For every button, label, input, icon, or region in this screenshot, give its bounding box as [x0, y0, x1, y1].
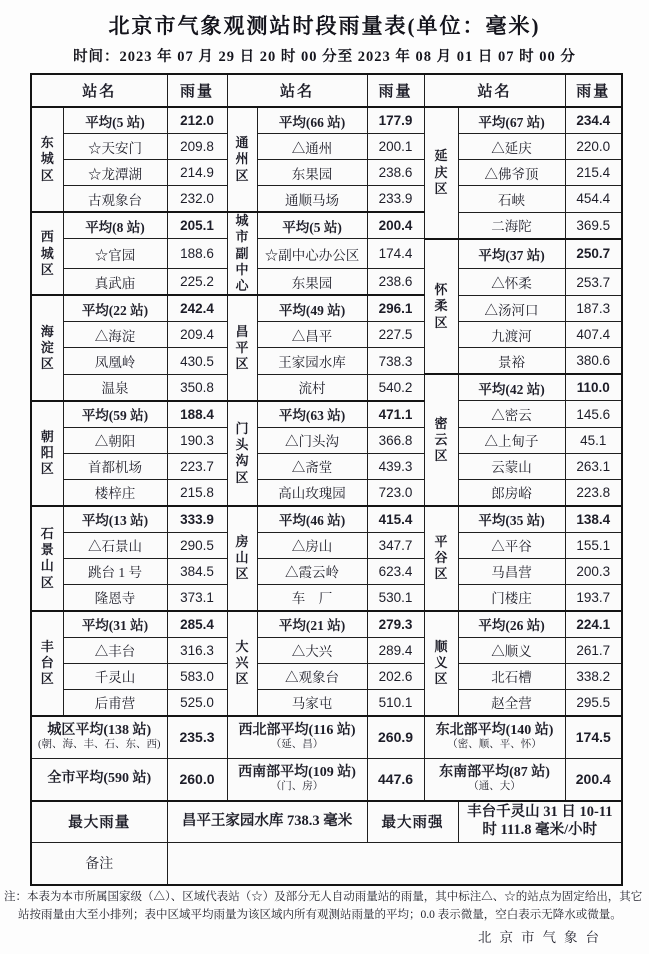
- rain-value-cell: 188.4: [167, 401, 227, 428]
- summary-label-cell: 城区平均(138 站) (朝、海、丰、石、东、西): [31, 716, 167, 759]
- rain-value-cell: 384.5: [167, 558, 227, 584]
- rain-value-cell: 366.8: [367, 427, 424, 453]
- rain-value-cell: 177.9: [367, 107, 424, 134]
- rain-value-cell: 583.0: [167, 663, 227, 689]
- rain-value-cell: 205.1: [167, 212, 227, 239]
- max-row: [31, 801, 622, 843]
- rain-value-cell: 289.4: [367, 637, 424, 663]
- header-rain-1: 雨量: [167, 74, 227, 107]
- rain-value-cell: 263.1: [565, 453, 622, 479]
- station-name-cell: 凤凰岭: [63, 348, 167, 375]
- region-label: 怀 柔 区: [424, 239, 458, 375]
- table-row: [31, 663, 622, 689]
- station-name-cell: △朝阳: [63, 427, 167, 453]
- footnote-line-1: 注：本表为本市所属国家级（△）、区域代表站（☆）及部分无人自动雨量站的雨量，其中标注△、☆的站点为固定给出，其它: [4, 890, 643, 903]
- rain-value-cell: 238.6: [367, 269, 424, 296]
- rain-value-cell: 540.2: [367, 374, 424, 401]
- station-name-cell: 平均(59 站): [63, 401, 167, 428]
- max-rainfall-value: 昌平王家园水库 738.3 毫米: [167, 801, 367, 843]
- rain-value-cell: 190.3: [167, 427, 227, 453]
- rain-value-cell: 174.4: [367, 239, 424, 269]
- station-name-cell: 高山玫瑰园: [257, 479, 367, 506]
- table-row: [31, 160, 622, 186]
- station-name-cell: 门楼庄: [458, 584, 565, 611]
- rain-value-cell: 439.3: [367, 453, 424, 479]
- table-row: [31, 611, 622, 638]
- table-header-row: [31, 74, 622, 107]
- max-intensity-label: 最大雨强: [367, 801, 458, 843]
- footnote-line-2: 站按雨量由大至小排列；表中区域平均雨量为该区域内所有观测站雨量的平均；0.0 表示微量，空白表示无降水或微量。: [18, 908, 622, 921]
- page-title: 北京市气象观测站时段雨量表(单位：毫米): [108, 14, 541, 38]
- rain-value-cell: 261.7: [565, 637, 622, 663]
- station-name-cell: ☆官园: [63, 239, 167, 269]
- summary-label-cell: 东南部平均(87 站) （通、大）: [424, 758, 565, 801]
- station-name-cell: ☆副中心办公区: [257, 239, 367, 269]
- station-name-cell: 二海陀: [458, 212, 565, 239]
- region-label: 城 市 副 中 心: [227, 212, 257, 295]
- table-row: [31, 506, 622, 533]
- station-name-cell: ☆天安门: [63, 134, 167, 160]
- rain-value-cell: 209.8: [167, 134, 227, 160]
- station-name-cell: 平均(37 站): [458, 239, 565, 269]
- header-rain-2: 雨量: [367, 74, 424, 107]
- station-name-cell: 平均(31 站): [63, 611, 167, 638]
- station-name-cell: 平均(21 站): [257, 611, 367, 638]
- rain-value-cell: 223.8: [565, 479, 622, 506]
- rain-value-cell: 723.0: [367, 479, 424, 506]
- summary-row: [31, 716, 622, 759]
- station-name-cell: 车 厂: [257, 584, 367, 611]
- rain-value-cell: 347.7: [367, 532, 424, 558]
- station-name-cell: △霞云岭: [257, 558, 367, 584]
- rain-value-cell: 250.7: [565, 239, 622, 269]
- rain-value-cell: 155.1: [565, 532, 622, 558]
- summary-value-cell: 260.9: [367, 716, 424, 759]
- region-label: 密 云 区: [424, 374, 458, 506]
- max-intensity-value: 丰台千灵山 31 日 10-11 时 111.8 毫米/小时: [458, 801, 622, 843]
- rain-value-cell: 623.4: [367, 558, 424, 584]
- summary-value-cell: 174.5: [565, 716, 622, 759]
- max-rainfall-label: 最大雨量: [31, 801, 167, 843]
- station-name-cell: △海淀: [63, 322, 167, 348]
- station-name-cell: 平均(35 站): [458, 506, 565, 533]
- rain-value-cell: 454.4: [565, 186, 622, 213]
- region-label: 昌 平 区: [227, 295, 257, 401]
- rain-value-cell: 110.0: [565, 374, 622, 401]
- region-label: 房 山 区: [227, 506, 257, 611]
- rain-value-cell: 510.1: [367, 689, 424, 716]
- region-label: 朝 阳 区: [31, 401, 63, 506]
- rain-value-cell: 212.0: [167, 107, 227, 134]
- table-row: [31, 558, 622, 584]
- table-row: [31, 532, 622, 558]
- station-name-cell: 后甫营: [63, 689, 167, 716]
- station-name-cell: 平均(46 站): [257, 506, 367, 533]
- station-name-cell: 平均(67 站): [458, 107, 565, 134]
- rain-value-cell: 295.5: [565, 689, 622, 716]
- rain-value-cell: 227.5: [367, 322, 424, 348]
- station-name-cell: △丰台: [63, 637, 167, 663]
- rain-value-cell: 471.1: [367, 401, 424, 428]
- station-name-cell: 东果园: [257, 160, 367, 186]
- rain-value-cell: 224.1: [565, 611, 622, 638]
- station-name-cell: △顺义: [458, 637, 565, 663]
- station-name-cell: 王家园水库: [257, 348, 367, 375]
- region-label: 石 景 山 区: [31, 506, 63, 611]
- header-station-2: 站名: [227, 74, 367, 107]
- table-row: [31, 295, 622, 322]
- station-name-cell: 真武庙: [63, 269, 167, 296]
- station-name-cell: 马家屯: [257, 689, 367, 716]
- table-row: [31, 322, 622, 348]
- station-name-cell: 平均(26 站): [458, 611, 565, 638]
- region-label: 顺 义 区: [424, 611, 458, 716]
- rain-value-cell: 407.4: [565, 322, 622, 348]
- region-label: 海 淀 区: [31, 295, 63, 401]
- rain-value-cell: 200.1: [367, 134, 424, 160]
- table-row: [31, 401, 622, 428]
- station-name-cell: 千灵山: [63, 663, 167, 689]
- station-name-cell: △通州: [257, 134, 367, 160]
- station-name-cell: 景裕: [458, 348, 565, 375]
- table-row: [31, 107, 622, 134]
- rain-value-cell: 234.4: [565, 107, 622, 134]
- station-name-cell: 隆恩寺: [63, 584, 167, 611]
- rain-value-cell: 232.0: [167, 186, 227, 213]
- rain-value-cell: 415.4: [367, 506, 424, 533]
- table-row: [31, 584, 622, 611]
- region-label: 大 兴 区: [227, 611, 257, 716]
- station-name-cell: 古观象台: [63, 186, 167, 213]
- station-name-cell: △上甸子: [458, 427, 565, 453]
- rain-value-cell: 225.2: [167, 269, 227, 296]
- summary-value-cell: 260.0: [167, 758, 227, 801]
- station-name-cell: 赵全营: [458, 689, 565, 716]
- rain-value-cell: 223.7: [167, 453, 227, 479]
- station-name-cell: 平均(49 站): [257, 295, 367, 322]
- table-row: [31, 212, 622, 239]
- rain-value-cell: 188.6: [167, 239, 227, 269]
- summary-row: [31, 758, 622, 801]
- region-label: 西 城 区: [31, 212, 63, 295]
- summary-value-cell: 447.6: [367, 758, 424, 801]
- remark-value-cell: [167, 842, 622, 885]
- summary-label-cell: 西南部平均(109 站) （门、房）: [227, 758, 367, 801]
- rain-value-cell: 45.1: [565, 427, 622, 453]
- summary-label-cell: 西北部平均(116 站) （延、昌）: [227, 716, 367, 759]
- rain-value-cell: 187.3: [565, 295, 622, 322]
- rain-value-cell: 214.9: [167, 160, 227, 186]
- station-name-cell: 跳台 1 号: [63, 558, 167, 584]
- rain-value-cell: 530.1: [367, 584, 424, 611]
- header-station-3: 站名: [424, 74, 565, 107]
- station-name-cell: △石景山: [63, 532, 167, 558]
- rain-value-cell: 290.5: [167, 532, 227, 558]
- rain-value-cell: 200.3: [565, 558, 622, 584]
- rain-value-cell: 193.7: [565, 584, 622, 611]
- table-row: [31, 186, 622, 213]
- station-name-cell: 郎房峪: [458, 479, 565, 506]
- region-label: 平 谷 区: [424, 506, 458, 611]
- region-label: 通 州 区: [227, 107, 257, 212]
- station-name-cell: △汤河口: [458, 295, 565, 322]
- table-row: [31, 453, 622, 479]
- rain-value-cell: 238.6: [367, 160, 424, 186]
- station-name-cell: 流村: [257, 374, 367, 401]
- summary-label-cell: 全市平均(590 站): [31, 758, 167, 801]
- station-name-cell: 九渡河: [458, 322, 565, 348]
- rainfall-table: [30, 73, 623, 886]
- table-row: [31, 239, 622, 269]
- issuing-agency-signature: 北京市气象台: [478, 930, 607, 946]
- rain-value-cell: 738.3: [367, 348, 424, 375]
- station-name-cell: 平均(42 站): [458, 374, 565, 401]
- table-row: [31, 427, 622, 453]
- time-range-subtitle: 时间：2023 年 07 月 29 日 20 时 00 分至 2023 年 08 月 01 日 07 时 00 分: [73, 49, 576, 65]
- rain-value-cell: 279.3: [367, 611, 424, 638]
- table-row: [31, 269, 622, 296]
- rain-table-body: [31, 107, 622, 885]
- rain-value-cell: 373.1: [167, 584, 227, 611]
- rain-value-cell: 215.8: [167, 479, 227, 506]
- rain-value-cell: 380.6: [565, 348, 622, 375]
- region-label: 门 头 沟 区: [227, 401, 257, 506]
- rain-value-cell: 202.6: [367, 663, 424, 689]
- station-name-cell: 平均(22 站): [63, 295, 167, 322]
- station-name-cell: △平谷: [458, 532, 565, 558]
- rain-value-cell: 209.4: [167, 322, 227, 348]
- rain-value-cell: 333.9: [167, 506, 227, 533]
- rain-value-cell: 215.4: [565, 160, 622, 186]
- rain-value-cell: 430.5: [167, 348, 227, 375]
- station-name-cell: 温泉: [63, 374, 167, 401]
- table-row: [31, 689, 622, 716]
- station-name-cell: △昌平: [257, 322, 367, 348]
- station-name-cell: 马昌营: [458, 558, 565, 584]
- summary-label-cell: 东北部平均(140 站) （密、顺、平、怀）: [424, 716, 565, 759]
- rain-value-cell: 285.4: [167, 611, 227, 638]
- station-name-cell: ☆龙潭湖: [63, 160, 167, 186]
- remark-label-cell: 备注: [31, 842, 167, 885]
- station-name-cell: 平均(13 站): [63, 506, 167, 533]
- rain-value-cell: 138.4: [565, 506, 622, 533]
- region-label: 延 庆 区: [424, 107, 458, 239]
- station-name-cell: 首都机场: [63, 453, 167, 479]
- station-name-cell: 平均(8 站): [63, 212, 167, 239]
- station-name-cell: △斋堂: [257, 453, 367, 479]
- rain-value-cell: 350.8: [167, 374, 227, 401]
- region-label: 东 城 区: [31, 107, 63, 212]
- table-row: [31, 479, 622, 506]
- remark-row: [31, 842, 622, 885]
- station-name-cell: △佛爷顶: [458, 160, 565, 186]
- footnote: [4, 889, 646, 925]
- station-name-cell: 云蒙山: [458, 453, 565, 479]
- rain-value-cell: 338.2: [565, 663, 622, 689]
- rain-value-cell: 145.6: [565, 401, 622, 428]
- header-rain-3: 雨量: [565, 74, 622, 107]
- station-name-cell: 平均(5 站): [63, 107, 167, 134]
- region-label: 丰 台 区: [31, 611, 63, 716]
- rain-value-cell: 220.0: [565, 134, 622, 160]
- summary-value-cell: 200.4: [565, 758, 622, 801]
- station-name-cell: 楼梓庄: [63, 479, 167, 506]
- station-name-cell: 东果园: [257, 269, 367, 296]
- header-station-1: 站名: [31, 74, 167, 107]
- station-name-cell: △怀柔: [458, 269, 565, 296]
- station-name-cell: 平均(5 站): [257, 212, 367, 239]
- station-name-cell: 北石槽: [458, 663, 565, 689]
- station-name-cell: △密云: [458, 401, 565, 428]
- station-name-cell: △大兴: [257, 637, 367, 663]
- station-name-cell: △房山: [257, 532, 367, 558]
- rain-value-cell: 316.3: [167, 637, 227, 663]
- station-name-cell: △门头沟: [257, 427, 367, 453]
- rain-value-cell: 296.1: [367, 295, 424, 322]
- station-name-cell: 平均(66 站): [257, 107, 367, 134]
- station-name-cell: 石峡: [458, 186, 565, 213]
- station-name-cell: △延庆: [458, 134, 565, 160]
- table-row: [31, 374, 622, 401]
- rain-value-cell: 369.5: [565, 212, 622, 239]
- rain-value-cell: 253.7: [565, 269, 622, 296]
- table-row: [31, 348, 622, 375]
- rain-value-cell: 233.9: [367, 186, 424, 213]
- station-name-cell: 平均(63 站): [257, 401, 367, 428]
- summary-value-cell: 235.3: [167, 716, 227, 759]
- station-name-cell: 通顺马场: [257, 186, 367, 213]
- table-row: [31, 134, 622, 160]
- table-row: [31, 637, 622, 663]
- station-name-cell: △观象台: [257, 663, 367, 689]
- rain-value-cell: 200.4: [367, 212, 424, 239]
- rain-value-cell: 525.0: [167, 689, 227, 716]
- rain-value-cell: 242.4: [167, 295, 227, 322]
